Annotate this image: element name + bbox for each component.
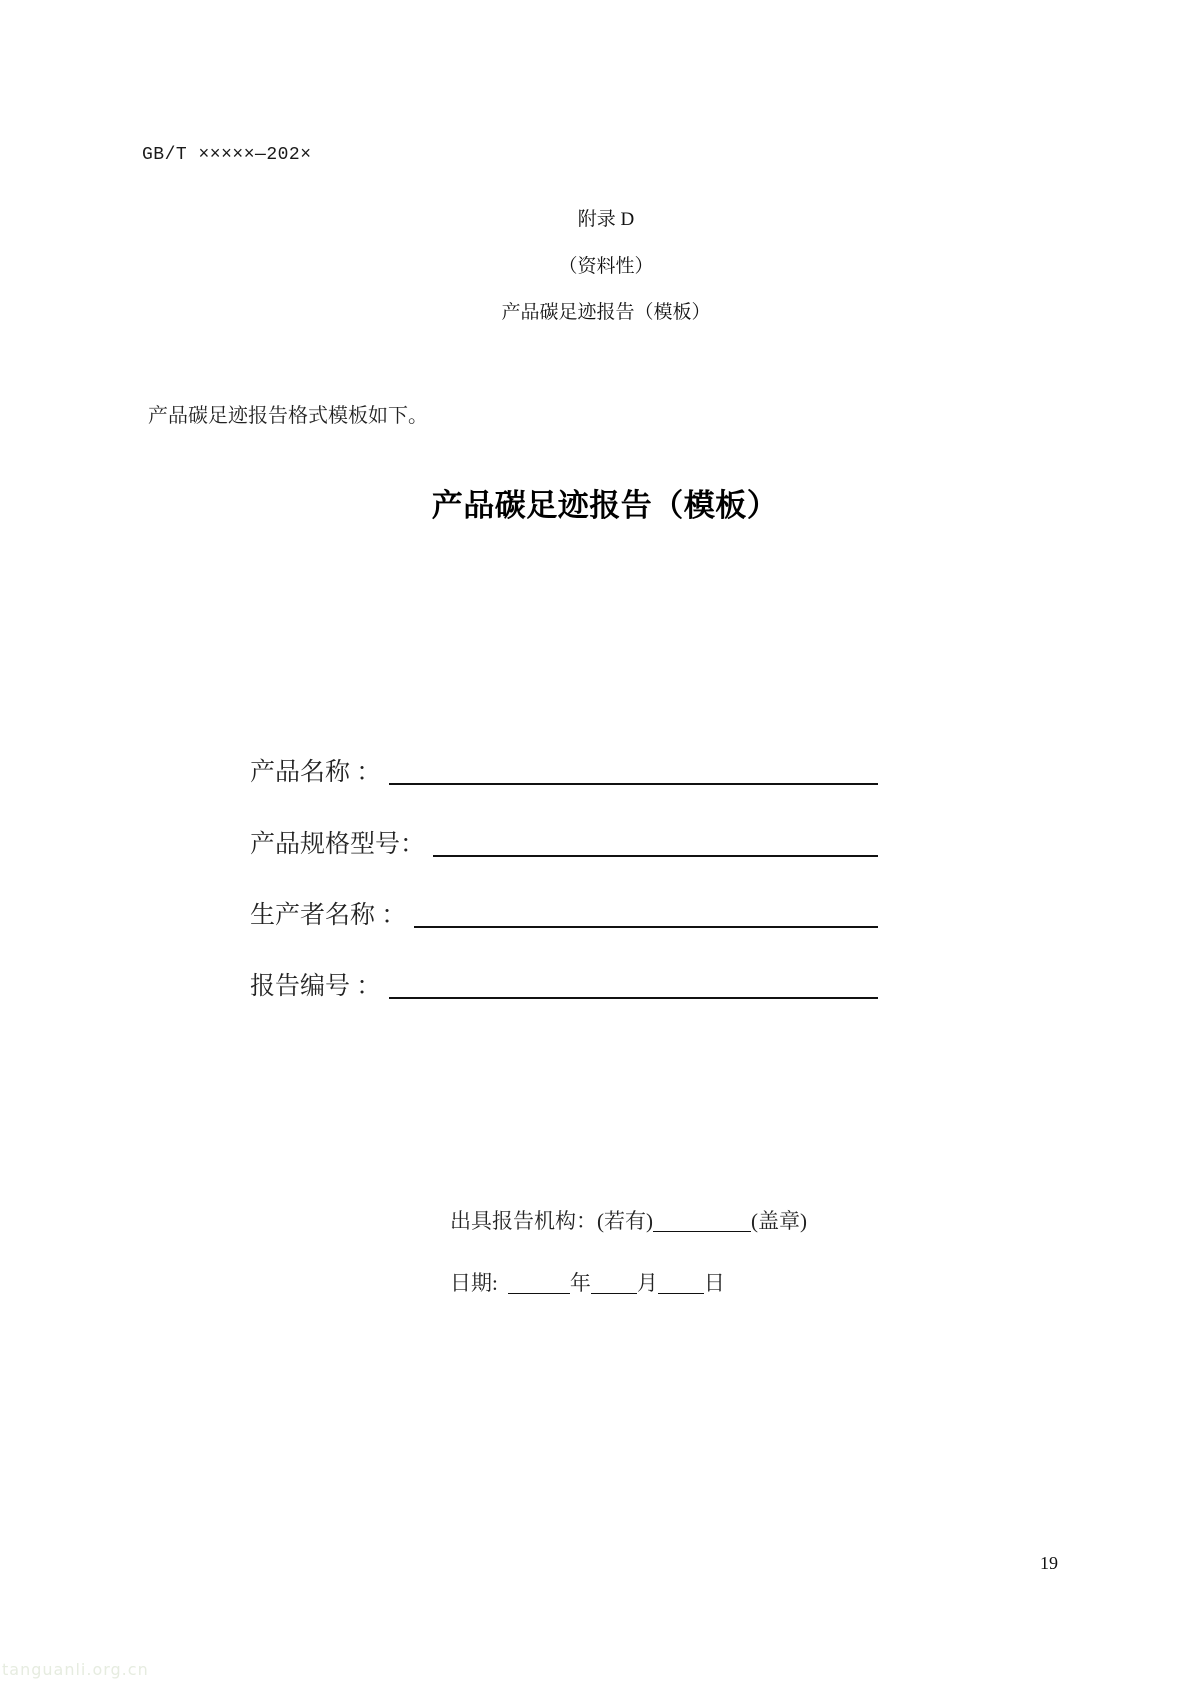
page-number: 19 <box>1040 1553 1058 1573</box>
report-title: 产品碳足迹报告（模板） <box>431 488 779 523</box>
issuer-label: 出具报告机构：(若有) <box>450 1209 653 1233</box>
appendix-label: 附录 D <box>577 209 635 230</box>
month-unit: 月 <box>636 1271 658 1295</box>
field-label: 报告编号 ： <box>250 973 382 1000</box>
field-report-number <box>250 966 878 1002</box>
appendix-title: 产品碳足迹报告（模板） <box>501 302 711 323</box>
field-label: 产品规格型号： <box>250 831 426 858</box>
issuer-row <box>450 1205 807 1235</box>
product-name-blank[interactable] <box>389 757 878 785</box>
month-blank[interactable] <box>591 1273 637 1294</box>
field-label: 产品名称 ： <box>250 759 382 786</box>
seal-label: (盖章) <box>751 1209 807 1233</box>
field-producer-name <box>250 895 878 931</box>
day-unit: 日 <box>703 1271 725 1295</box>
year-blank[interactable] <box>508 1273 570 1294</box>
appendix-nature: （资料性） <box>558 256 654 277</box>
product-model-blank[interactable] <box>433 829 878 857</box>
field-label: 生产者名称 ： <box>250 902 407 929</box>
date-label: 日期: <box>450 1271 498 1295</box>
producer-name-blank[interactable] <box>414 900 878 928</box>
date-row <box>450 1267 725 1297</box>
standard-code-header: GB/T ×××××—202× <box>142 145 312 165</box>
field-product-model <box>250 824 878 860</box>
watermark: tanguanli.org.cn <box>2 1660 149 1679</box>
field-product-name <box>250 752 878 788</box>
year-unit: 年 <box>569 1271 591 1295</box>
report-number-blank[interactable] <box>389 971 878 999</box>
day-blank[interactable] <box>658 1273 704 1294</box>
issuer-blank[interactable] <box>653 1211 751 1232</box>
intro-text: 产品碳足迹报告格式模板如下。 <box>148 405 428 427</box>
